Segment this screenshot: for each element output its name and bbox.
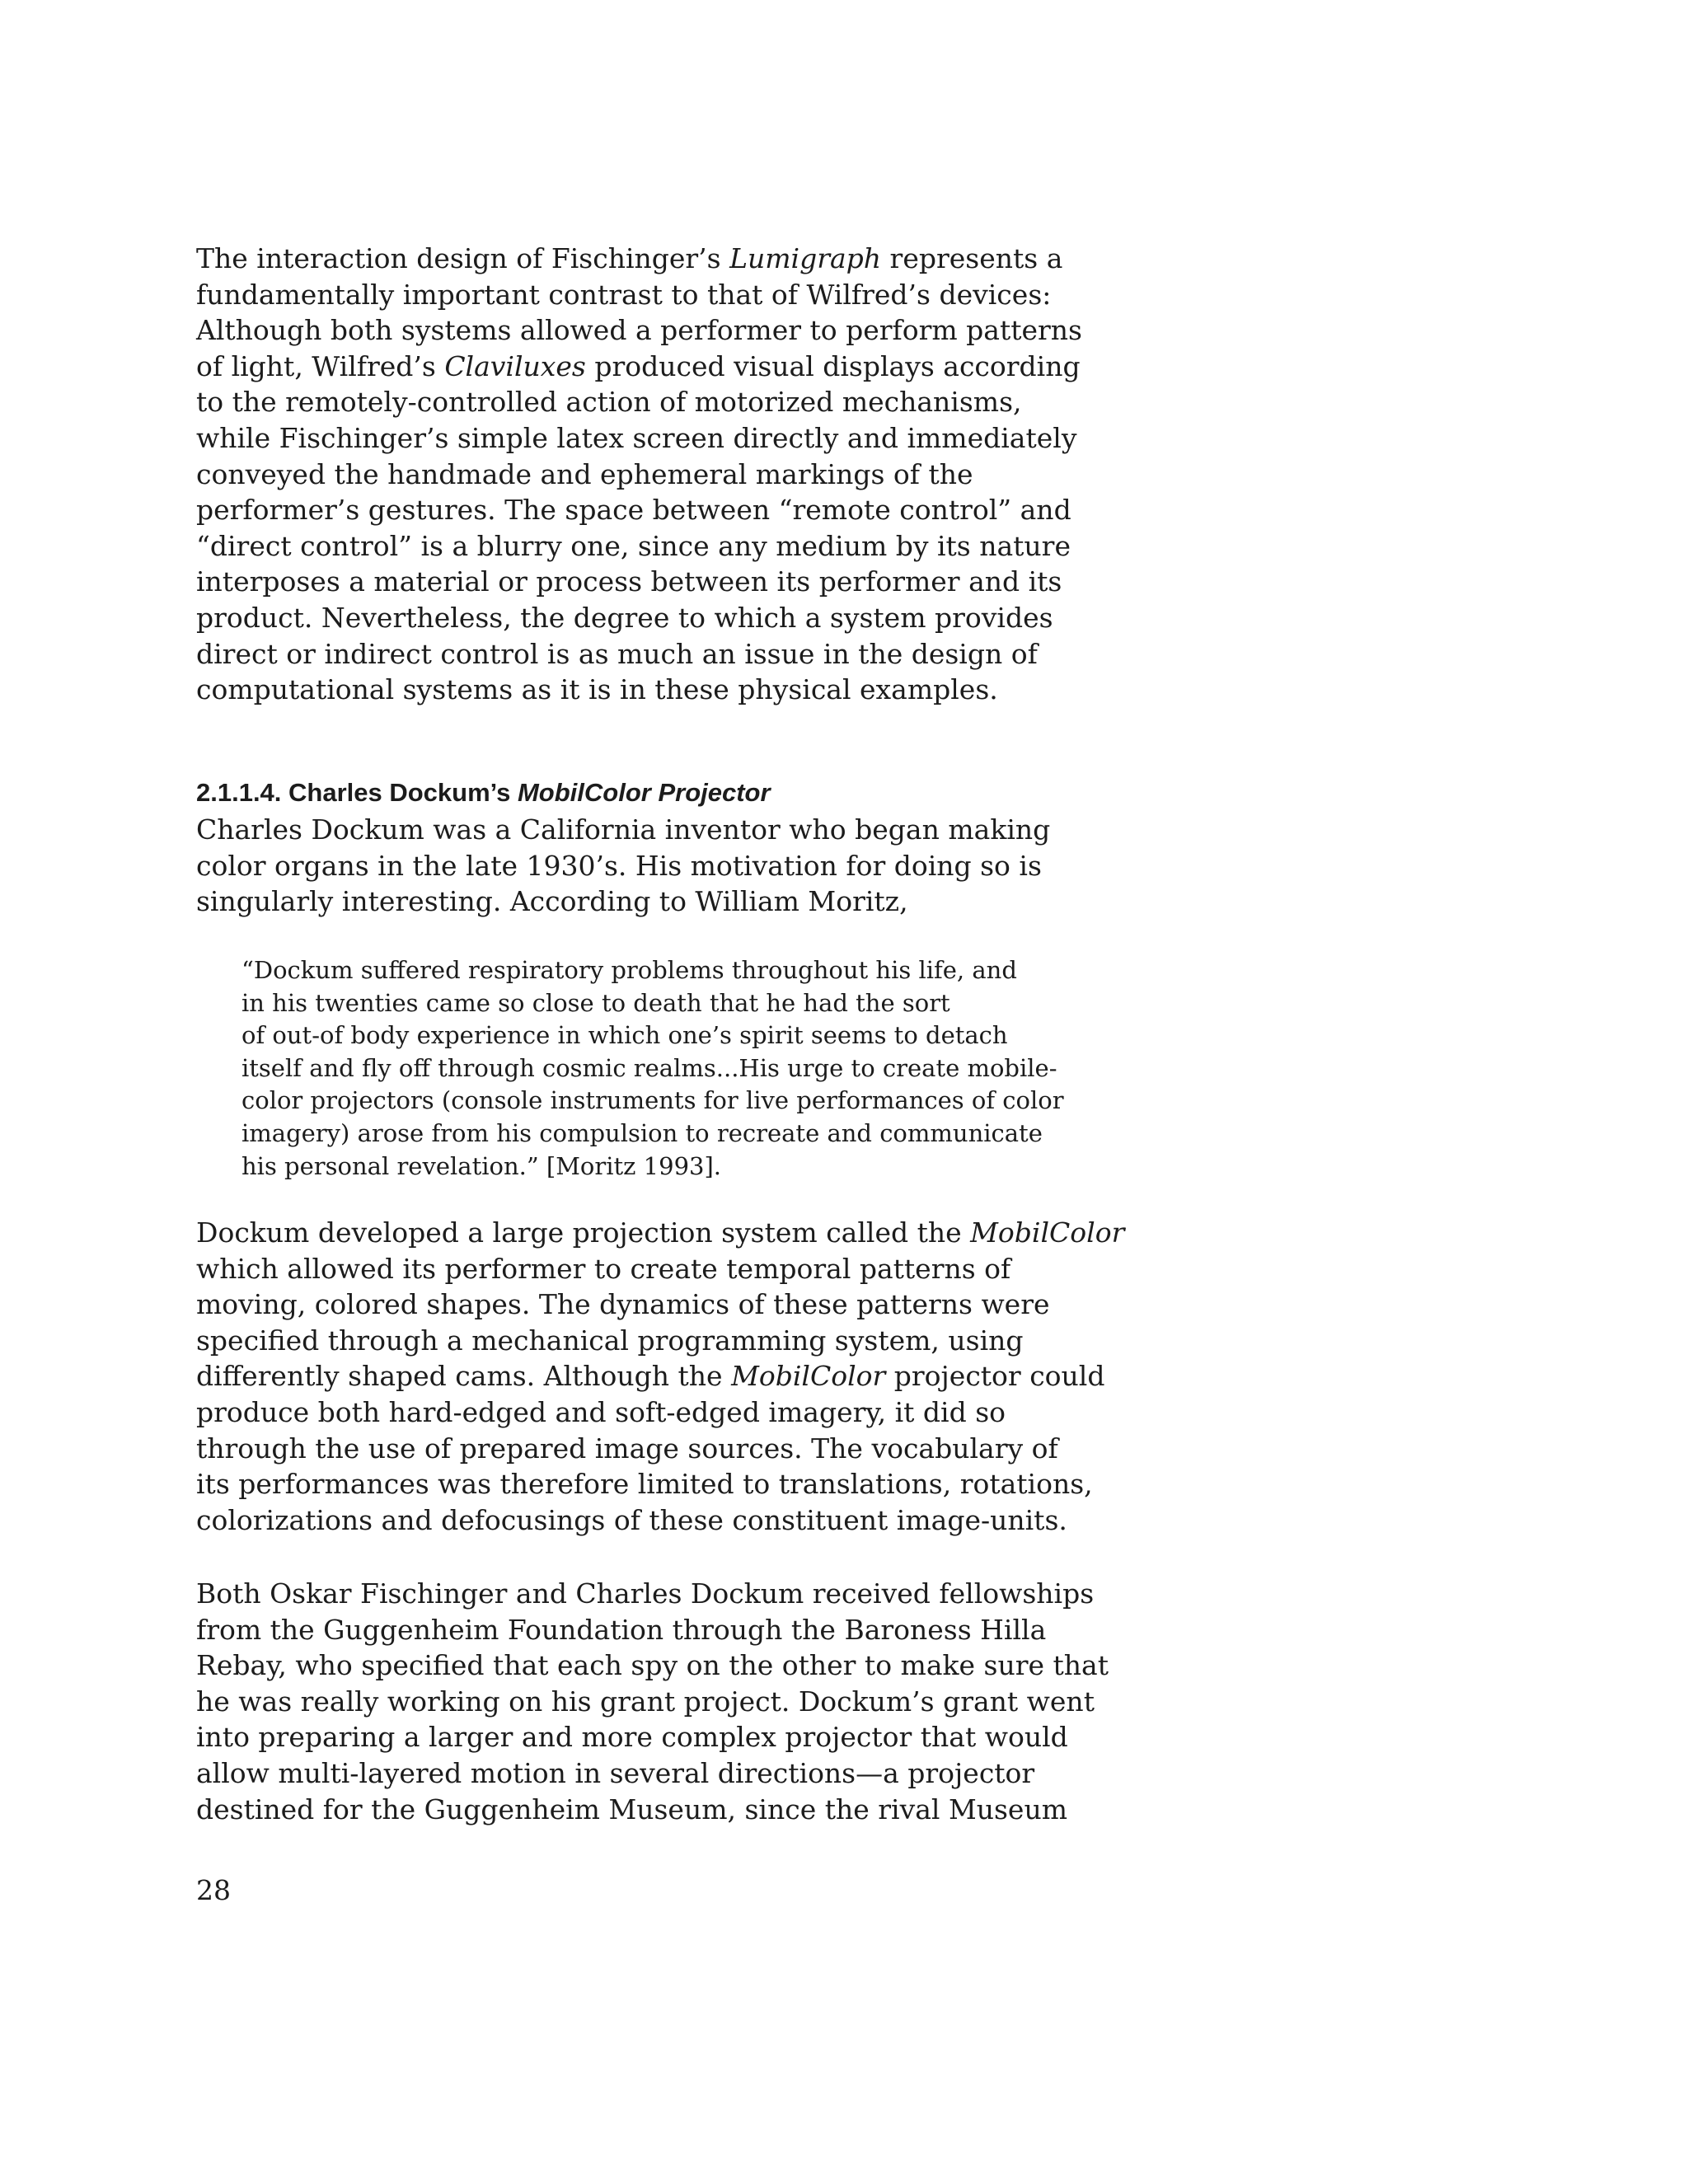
text-line — [241, 987, 1064, 1020]
text-line — [241, 1085, 1064, 1118]
text-line — [196, 1358, 1124, 1394]
text-run: projector could — [885, 1360, 1105, 1393]
text-run: conveyed the handmade and ephemeral markings of the — [196, 457, 973, 490]
text-line — [196, 384, 1082, 420]
text-line — [196, 883, 1050, 920]
italic-term: MobilColor — [731, 1360, 886, 1393]
text-run: colorizations and defocusings of these constituent image-units. — [196, 1503, 1067, 1536]
text-run: product. Nevertheless, the degree to which a system provides — [196, 601, 1053, 634]
paragraph-guggenheim-fellowships — [196, 1576, 1109, 1827]
page-number: 28 — [196, 1874, 231, 1906]
text-run: “Dockum suffered respiratory problems throughout his life, and — [241, 956, 1017, 984]
text-run: he was really working on his grant project. Dockum’s grant went — [196, 1685, 1095, 1718]
text-run: to the remotely-controlled action of motorized mechanisms, — [196, 386, 1022, 419]
text-run: color organs in the late 1930’s. His motivation for doing so is — [196, 849, 1042, 882]
text-line — [196, 492, 1082, 528]
text-line — [241, 1118, 1064, 1151]
text-run: destined for the Guggenheim Museum, since the rival Museum — [196, 1793, 1067, 1825]
text-run: his personal revelation.” [Moritz 1993]. — [241, 1151, 721, 1180]
text-run: produce both hard-edged and soft-edged imagery, it did so — [196, 1395, 1006, 1428]
italic-term: Claviluxes — [444, 349, 586, 382]
section-heading — [196, 776, 771, 809]
text-run: imagery) arose from his compulsion to recreate and communicate — [241, 1118, 1043, 1147]
text-line — [196, 1286, 1124, 1323]
text-run: into preparing a larger and more complex projector that would — [196, 1721, 1068, 1754]
text-run: The interaction design of Fischinger’s — [196, 242, 730, 274]
text-run: “direct control” is a blurry one, since any medium by its nature — [196, 529, 1071, 562]
text-run: direct or indirect control is as much an issue in the design of — [196, 637, 1038, 670]
text-line — [196, 241, 1082, 277]
text-line — [196, 848, 1050, 884]
text-line — [196, 312, 1082, 349]
text-run: allow multi-layered motion in several directions—a projector — [196, 1756, 1035, 1789]
text-run: interposes a material or process between its performer and its — [196, 565, 1062, 598]
text-run: differently shaped cams. Although the — [196, 1360, 732, 1393]
block-quote-moritz — [241, 954, 1064, 1183]
text-run: of out-of body experience in which one’s spirit seems to detach — [241, 1021, 1008, 1050]
text-line — [196, 1394, 1124, 1431]
text-line — [196, 672, 1082, 708]
text-run: which allowed its performer to create temporal patterns of — [196, 1252, 1011, 1285]
paragraph-mobilcolor-system — [196, 1215, 1124, 1538]
text-line — [196, 1647, 1109, 1684]
paragraph-lumigraph-contrast — [196, 241, 1082, 708]
section-heading-number: 2.1.1.4. Charles Dockum’s — [196, 778, 518, 807]
text-line — [196, 1576, 1109, 1612]
text-line — [196, 1792, 1109, 1828]
text-run: singularly interesting. According to William Moritz, — [196, 885, 908, 918]
text-line — [196, 1431, 1124, 1467]
text-line — [196, 1215, 1124, 1251]
text-line — [196, 420, 1082, 457]
text-run: Charles Dockum was a California inventor who began making — [196, 813, 1051, 846]
text-run: fundamentally important contrast to that of Wilfred’s devices: — [196, 278, 1052, 311]
text-run: Rebay, who specified that each spy on the other to make sure that — [196, 1649, 1109, 1682]
text-line — [241, 1019, 1064, 1052]
text-line — [196, 600, 1082, 636]
paragraph-dockum-intro — [196, 812, 1050, 920]
text-run: represents a — [881, 242, 1063, 274]
text-run: Both Oskar Fischinger and Charles Dockum received fellowships — [196, 1577, 1095, 1610]
italic-term: Lumigraph — [729, 242, 882, 274]
section-heading-title: MobilColor Projector — [517, 778, 771, 807]
text-run: Dockum developed a large projection system called the — [196, 1216, 971, 1249]
text-line — [196, 1502, 1124, 1539]
text-run: from the Guggenheim Foundation through the Baroness Hilla — [196, 1613, 1047, 1646]
text-run: itself and fly off through cosmic realms...His urge to create mobile- — [241, 1053, 1057, 1082]
text-line — [196, 457, 1082, 493]
text-run: through the use of prepared image sources. The vocabulary of — [196, 1432, 1058, 1465]
text-line — [241, 954, 1064, 987]
text-run: specified through a mechanical programming system, using — [196, 1324, 1024, 1357]
text-line — [241, 1052, 1064, 1085]
text-line — [241, 1151, 1064, 1183]
text-run: produced visual displays according — [585, 349, 1081, 382]
text-run: computational systems as it is in these physical examples. — [196, 673, 998, 706]
text-run: Although both systems allowed a performer to perform patterns — [196, 314, 1082, 347]
text-run: its performances was therefore limited to translations, rotations, — [196, 1468, 1093, 1501]
text-line — [196, 812, 1050, 848]
text-line — [196, 277, 1082, 313]
text-line — [196, 636, 1082, 673]
text-run: in his twenties came so close to death that he had the sort — [241, 988, 950, 1017]
text-line — [196, 1466, 1124, 1502]
text-line — [196, 1684, 1109, 1720]
text-run: moving, colored shapes. The dynamics of these patterns were — [196, 1288, 1050, 1321]
text-line — [196, 1612, 1109, 1648]
text-line — [196, 1755, 1109, 1792]
text-run: of light, Wilfred’s — [196, 349, 445, 382]
text-run: while Fischinger’s simple latex screen directly and immediately — [196, 421, 1077, 454]
text-line — [196, 564, 1082, 600]
text-line — [196, 1251, 1124, 1287]
italic-term: MobilColor — [970, 1216, 1125, 1249]
text-line — [196, 1323, 1124, 1359]
text-run: color projectors (console instruments for live performances of color — [241, 1086, 1064, 1115]
text-line — [196, 528, 1082, 565]
text-line — [196, 1719, 1109, 1755]
text-line — [196, 349, 1082, 385]
text-run: performer’s gestures. The space between “remote control” and — [196, 494, 1071, 527]
